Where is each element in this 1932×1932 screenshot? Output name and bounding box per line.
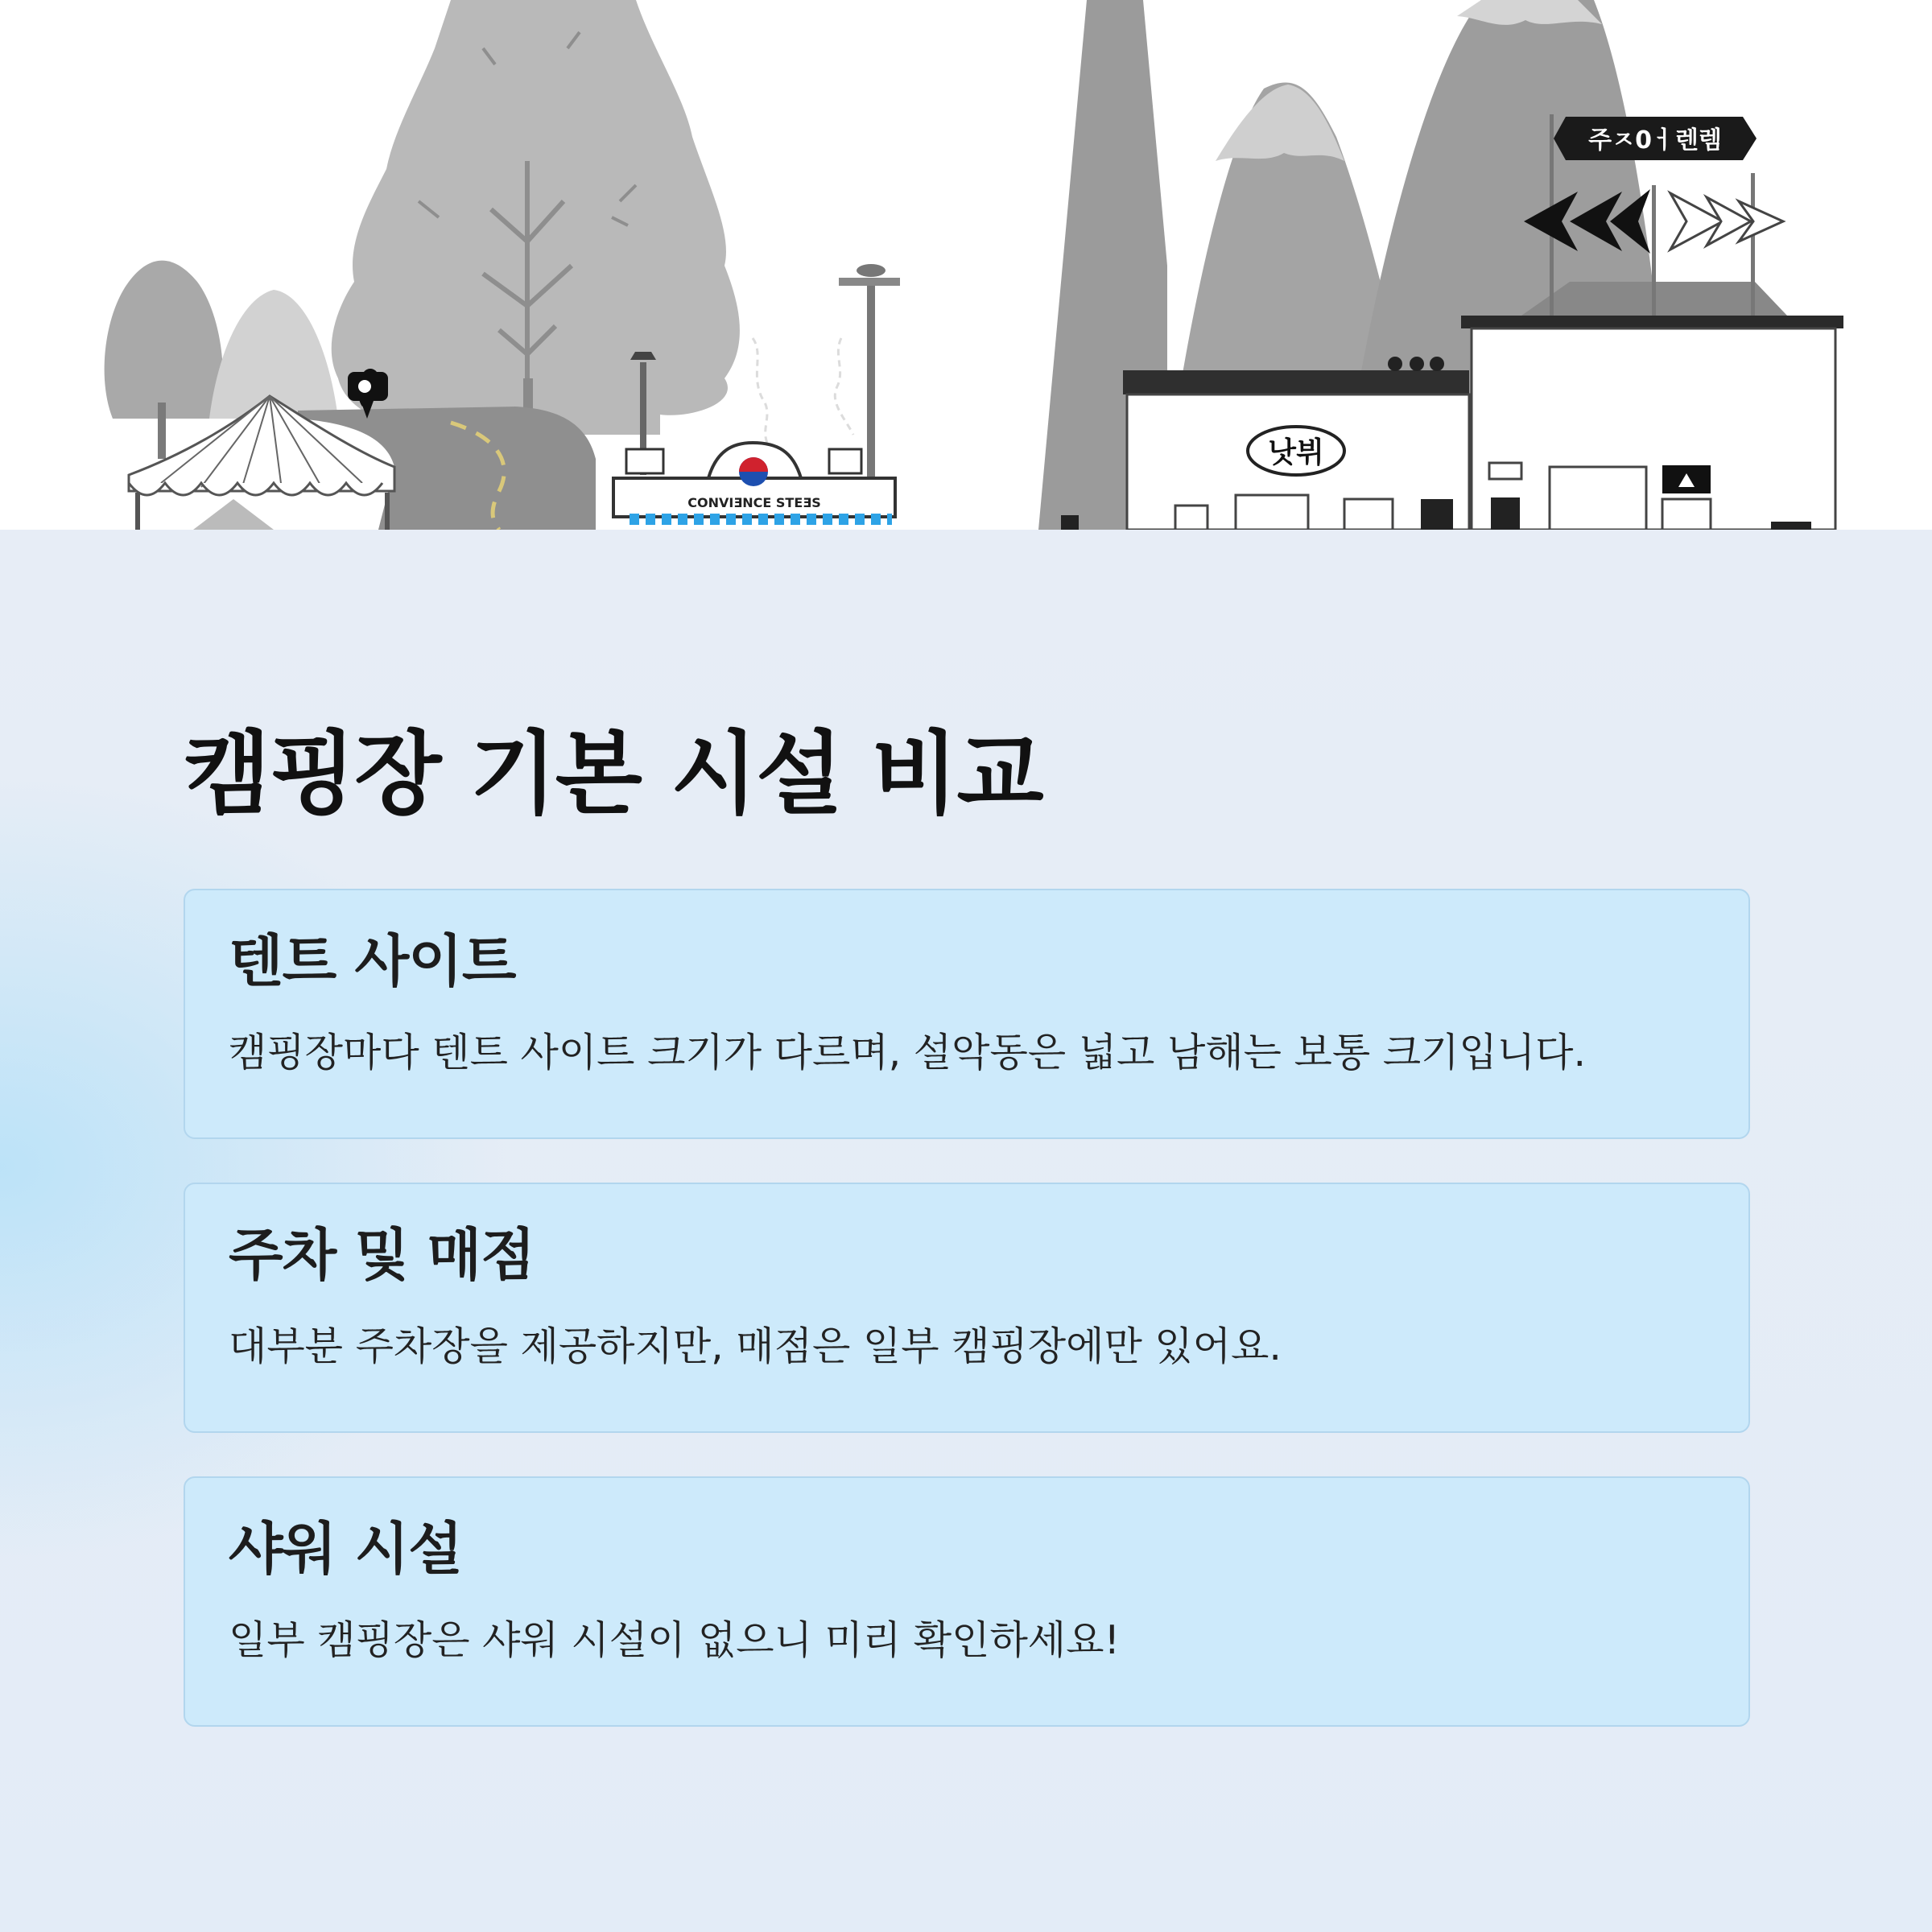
card-parking-store bbox=[184, 1183, 1750, 1433]
card-title: 샤워 시설 bbox=[229, 1516, 462, 1582]
page-title: 캠핑장 기본 시설 비교 bbox=[184, 722, 1042, 827]
card-tent-site bbox=[184, 889, 1750, 1139]
direction-sign-text: 주ㅈ0ㅓ렌렘 bbox=[1588, 126, 1722, 155]
hero-illustration bbox=[0, 0, 1932, 530]
card-title: 주차 및 매점 bbox=[229, 1222, 535, 1288]
card-description: 대부분 주차장을 제공하지만, 매점은 일부 캠핑장에만 있어요. bbox=[229, 1323, 1282, 1369]
main-content bbox=[184, 724, 1750, 1770]
shop-sign: 낫뷔 bbox=[1268, 436, 1324, 469]
card-title: 텐트 사이트 bbox=[229, 928, 516, 994]
card-shower bbox=[184, 1476, 1750, 1727]
card-description: 일부 캠핑장은 샤워 시설이 없으니 미리 확인하세요! bbox=[229, 1617, 1121, 1663]
card-description: 캠핑장마다 텐트 사이트 크기가 다르며, 설악동은 넓고 남해는 보통 크기입니다. bbox=[229, 1030, 1587, 1075]
direction-sign bbox=[1554, 117, 1757, 160]
store-label: CONVIƎNCE STEƎS bbox=[687, 495, 821, 510]
